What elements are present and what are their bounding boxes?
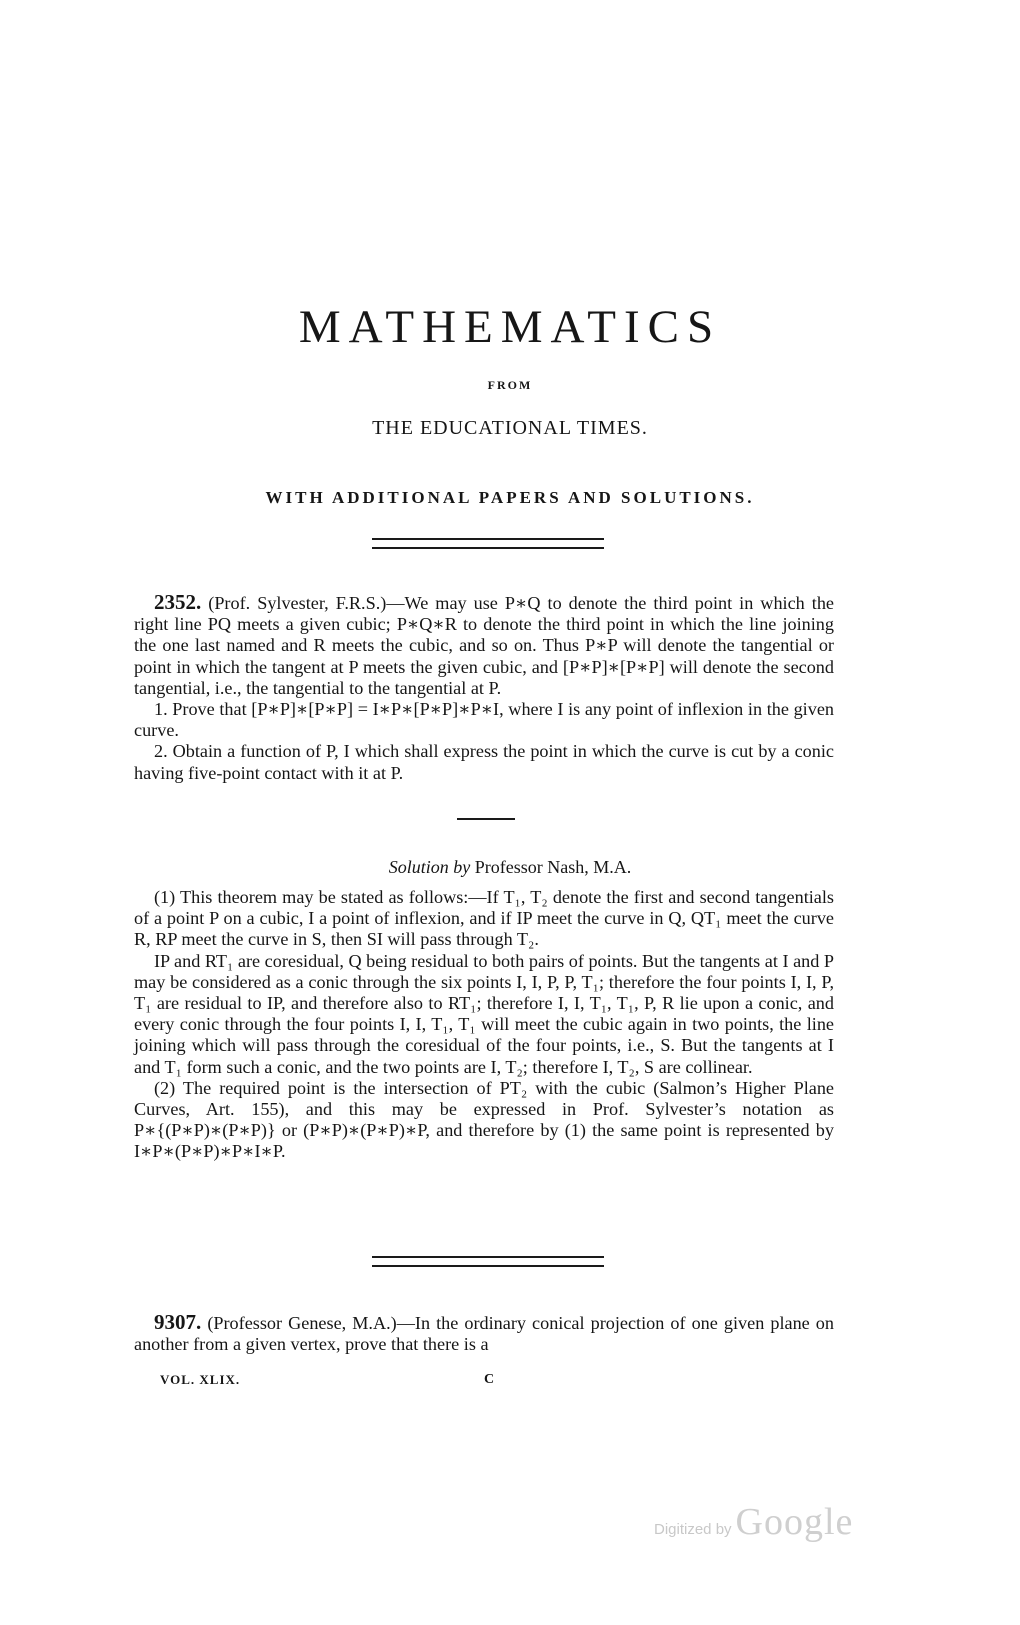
solution-author: Professor Nash, M.A. bbox=[474, 857, 632, 877]
problem-part-1: 1. Prove that [P∗P]∗[P∗P] = I∗P∗[P∗P]∗P∗I, where I is any point of inflexion in the given curve. bbox=[134, 699, 834, 741]
google-logo: Google bbox=[735, 1501, 854, 1543]
problem-number: 9307. bbox=[154, 1310, 202, 1334]
volume-label: VOL. XLIX. bbox=[160, 1372, 241, 1387]
double-rule-divider bbox=[372, 1256, 604, 1267]
signature-mark: C bbox=[484, 1372, 495, 1387]
problem-part-2: 2. Obtain a function of P, I which shall express the point in which the curve is cut by a conic having five-point contact with it at P. bbox=[134, 741, 834, 783]
subtitle: THE EDUCATIONAL TIMES. bbox=[372, 417, 648, 439]
page-title: MATHEMATICS bbox=[298, 301, 722, 353]
solution-paragraph-3: (2) The required point is the intersection of PT₂ with the cubic (Salmon’s Higher Plane Curves, Art. 155), and this may be expressed in Prof. Sylvester’s notation as P∗{(P∗P)∗(P∗P)} or (P∗P)∗(P∗P)∗P, and therefore by (1) the same point is represented by I∗P∗(P∗P)∗P∗I∗P. bbox=[134, 1077, 834, 1162]
short-rule-divider bbox=[457, 818, 515, 820]
problem-author: (Prof. Sylvester, F.R.S.) bbox=[208, 593, 387, 613]
problem-text: —In the ordinary conical projection of one given plane on another from a given vertex, prove that there is a bbox=[134, 1313, 834, 1355]
subtitle-additional: WITH ADDITIONAL PAPERS AND SOLUTIONS. bbox=[265, 488, 755, 507]
problem-2352 bbox=[134, 592, 834, 784]
solution-label: Solution by bbox=[388, 857, 471, 877]
digitized-by-label: Digitized by bbox=[654, 1521, 732, 1538]
from-label: FROM bbox=[487, 378, 533, 392]
solution-paragraph-2: IP and RT₁ are coresidual, Q being residual to both pairs of points. But the tangents at I and P may be considered as a conic through the six points I, I, P, P, T₁; therefore the four points I, I, P, T₁ are residual to IP, and therefore also to RT₁; therefore I, I, T₁, T₁, P, R lie upon a conic, and every conic through the four points I, I, T₁, T₁ will meet the cubic again in two points, the line joining which will pass through the coresidual of the four points, i.e., S. But the tangents at I and T₁ form such a conic, and the two points are I, T₂; therefore I, T₂, S are collinear. bbox=[134, 950, 834, 1077]
google-watermark bbox=[654, 1500, 853, 1544]
solution-paragraph-1: (1) This theorem may be stated as follows:—If T₁, T₂ denote the first and second tangentials of a point P on a cubic, I a point of inflexion, and if IP meet the curve in Q, QT₁ meet the curve R, RP meet the curve in S, then SI will pass through T₂. bbox=[134, 887, 834, 950]
problem-author: (Professor Genese, M.A.) bbox=[207, 1313, 397, 1333]
solution-heading bbox=[0, 857, 1020, 878]
problem-text: —We may use P∗Q to denote the third point in which the right line PQ meets a given cubic; P∗Q∗R to denote the third point in which the line joining the one last named and R meets the cubic, and so on. Thus P∗P will denote the tangential or point in which the tangent at P meets the given cubic, and [P∗P]∗[P∗P] will denote the second tangential, i.e., the tangential to the tangential at P. bbox=[134, 593, 834, 698]
problem-9307 bbox=[134, 1312, 834, 1355]
solution-body bbox=[134, 887, 834, 1163]
problem-number: 2352. bbox=[154, 590, 202, 614]
double-rule-divider bbox=[372, 538, 604, 549]
